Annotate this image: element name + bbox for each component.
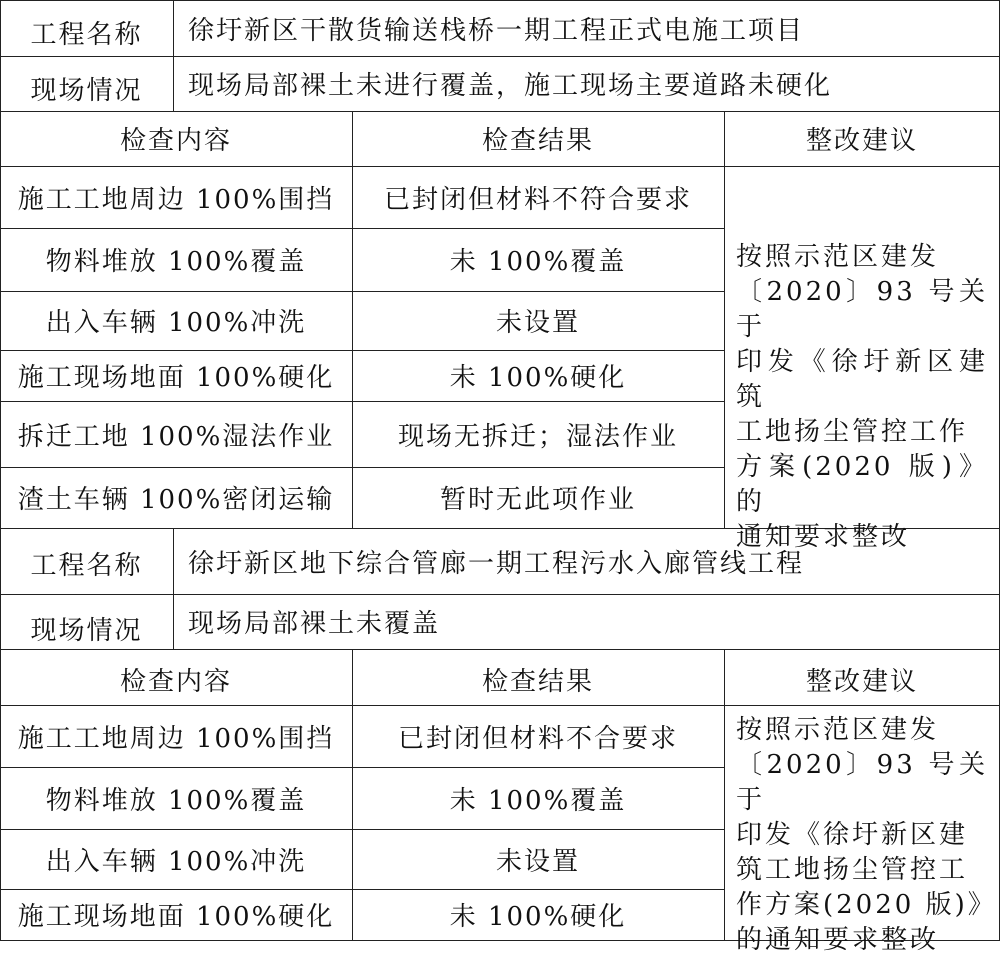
project-name-value: 徐圩新区干散货输送栈桥一期工程正式电施工项目 xyxy=(188,15,805,46)
site-situation-label: 现场情况 xyxy=(30,615,143,646)
advice-line: 筑工地扬尘管控工 xyxy=(736,855,969,885)
advice-line: 通知要求整改 xyxy=(736,522,911,552)
inspection-item: 物料堆放 100%覆盖 xyxy=(45,785,307,816)
inspection-result: 未 100%覆盖 xyxy=(449,785,627,816)
project-name-label: 工程名称 xyxy=(30,550,143,581)
inspection-result: 未设置 xyxy=(495,846,580,877)
advice-line: 按照示范区建发 xyxy=(736,242,940,272)
site-situation-value: 现场局部裸土未覆盖 xyxy=(188,609,441,639)
project-name-value: 徐圩新区地下综合管廊一期工程污水入廊管线工程 xyxy=(188,548,805,579)
inspection-item: 物料堆放 100%覆盖 xyxy=(45,247,307,277)
inspection-result: 未 100%硬化 xyxy=(449,363,627,393)
inspection-item: 施工工地周边 100%围挡 xyxy=(17,184,335,215)
advice-line: 作方案(2020 版)》 xyxy=(736,890,997,920)
header-inspection-item: 检查内容 xyxy=(119,667,232,697)
inspection-item: 施工现场地面 100%硬化 xyxy=(17,363,335,393)
header-rectification-advice: 整改建议 xyxy=(805,667,918,697)
advice-line: 的通知要求整改 xyxy=(736,925,940,955)
advice-line: 工地扬尘管控工作 xyxy=(736,417,969,447)
advice-line: 〔2020〕93 号关于 xyxy=(736,277,988,342)
grid-line xyxy=(724,111,725,528)
inspection-result: 未 100%覆盖 xyxy=(449,247,627,277)
inspection-result: 未设置 xyxy=(495,308,580,338)
advice-line: 印发《徐圩新区建 xyxy=(736,820,969,850)
advice-line: 〔2020〕93 号关于 xyxy=(736,750,988,815)
inspection-item: 施工现场地面 100%硬化 xyxy=(17,902,335,932)
project-name-label: 工程名称 xyxy=(30,19,143,50)
inspection-result: 暂时无此项作业 xyxy=(439,485,636,515)
inspection-result: 已封闭但材料不合要求 xyxy=(397,723,678,754)
advice-line: 方案(2020 版)》的 xyxy=(736,452,988,517)
header-inspection-result: 检查结果 xyxy=(481,667,594,697)
inspection-result: 现场无拆迁；湿法作业 xyxy=(397,421,678,452)
grid-line xyxy=(173,0,174,111)
header-inspection-result: 检查结果 xyxy=(481,126,594,156)
advice-line: 印发《徐圩新区建筑 xyxy=(736,347,988,412)
inspection-result: 已封闭但材料不符合要求 xyxy=(383,184,692,215)
inspection-item: 出入车辆 100%冲洗 xyxy=(45,846,307,877)
rectification-advice xyxy=(736,240,988,555)
header-rectification-advice: 整改建议 xyxy=(805,126,918,156)
site-situation-label: 现场情况 xyxy=(30,75,143,106)
header-inspection-item: 检查内容 xyxy=(119,126,232,156)
inspection-result: 未 100%硬化 xyxy=(449,902,627,932)
advice-line: 按照示范区建发 xyxy=(736,715,940,745)
grid-line xyxy=(173,528,174,649)
inspection-item: 拆迁工地 100%湿法作业 xyxy=(17,421,335,452)
inspection-item: 出入车辆 100%冲洗 xyxy=(45,308,307,338)
rectification-advice xyxy=(736,713,997,958)
site-situation-value: 现场局部裸土未进行覆盖，施工现场主要道路未硬化 xyxy=(188,71,833,101)
inspection-item: 渣土车辆 100%密闭运输 xyxy=(17,485,335,515)
inspection-item: 施工工地周边 100%围挡 xyxy=(17,723,335,754)
